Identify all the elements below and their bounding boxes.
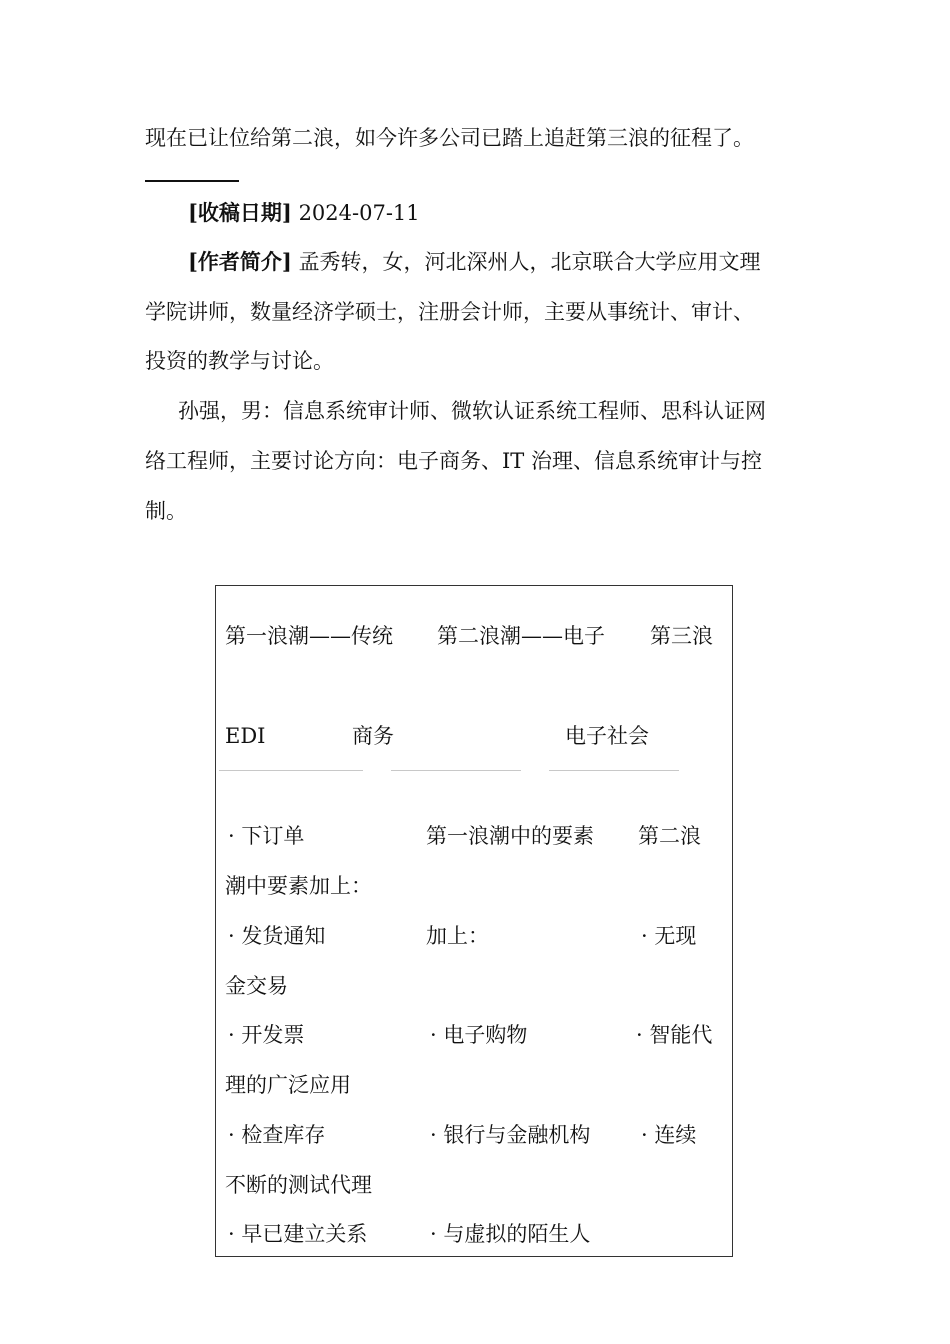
wave1-item-3: · 开发票	[228, 1023, 305, 1047]
wave2-heading-b: 商务	[352, 724, 394, 748]
column-separator-3	[549, 770, 679, 771]
footnote-rule	[145, 180, 239, 182]
author-text: 孟秀转，女，河北深州人，北京联合大学应用文理	[298, 250, 761, 274]
wave1-item-5: · 早已建立关系	[228, 1222, 368, 1246]
wave3-item-3: · 智能代	[636, 1023, 713, 1047]
wave3-item-1-wrap: 潮中要素加上：	[225, 874, 372, 898]
wave3-item-3-wrap: 理的广泛应用	[225, 1073, 351, 1097]
author2-line-2: 络工程师，主要讨论方向：电子商务、IT 治理、信息系统审计与控	[145, 449, 762, 473]
received-value: 2024-07-11	[298, 201, 420, 225]
column-separator-2	[391, 770, 521, 771]
author-intro-line-2: 学院讲师，数量经济学硕士，注册会计师，主要从事统计、审计、	[145, 300, 754, 324]
author-intro-line-1	[188, 248, 761, 276]
wave2-item-4: · 银行与金融机构	[430, 1123, 591, 1147]
wave3-item-4: · 连续	[641, 1123, 697, 1147]
wave1-item-4: · 检查库存	[228, 1123, 326, 1147]
wave3-heading-a: 第三浪	[650, 624, 713, 648]
wave1-heading-a: 第一浪潮——传统	[225, 624, 393, 648]
wave1-heading-b: EDI	[225, 724, 266, 748]
wave2-item-1: 第一浪潮中的要素	[426, 824, 594, 848]
text-line-1: 现在已让位给第二浪，如今许多公司已踏上追赶第三浪的征程了。	[145, 126, 754, 150]
column-separator-1	[219, 770, 363, 771]
wave1-item-1: · 下订单	[228, 824, 305, 848]
wave3-item-4-wrap: 不断的测试代理	[225, 1173, 372, 1197]
three-waves-figure	[215, 585, 733, 1257]
wave1-item-2: · 发货通知	[228, 924, 326, 948]
author2-line-3: 制。	[145, 499, 187, 523]
author-label: [作者简介]	[188, 249, 292, 274]
wave2-item-3: · 电子购物	[430, 1023, 528, 1047]
wave3-item-1: 第二浪	[638, 824, 701, 848]
wave3-heading-b: 电子社会	[565, 724, 649, 748]
received-date	[188, 199, 420, 227]
wave2-item-5: · 与虚拟的陌生人	[430, 1222, 591, 1246]
wave3-item-2: · 无现	[641, 924, 697, 948]
author-intro-line-3: 投资的教学与讨论。	[145, 349, 334, 373]
wave2-heading-a: 第二浪潮——电子	[437, 624, 605, 648]
wave3-item-2-wrap: 金交易	[225, 974, 288, 998]
received-label: [收稿日期]	[188, 200, 292, 225]
author2-line-1: 孙强，男：信息系统审计师、微软认证系统工程师、思科认证网	[178, 399, 766, 423]
wave2-item-2: 加上：	[426, 924, 489, 948]
